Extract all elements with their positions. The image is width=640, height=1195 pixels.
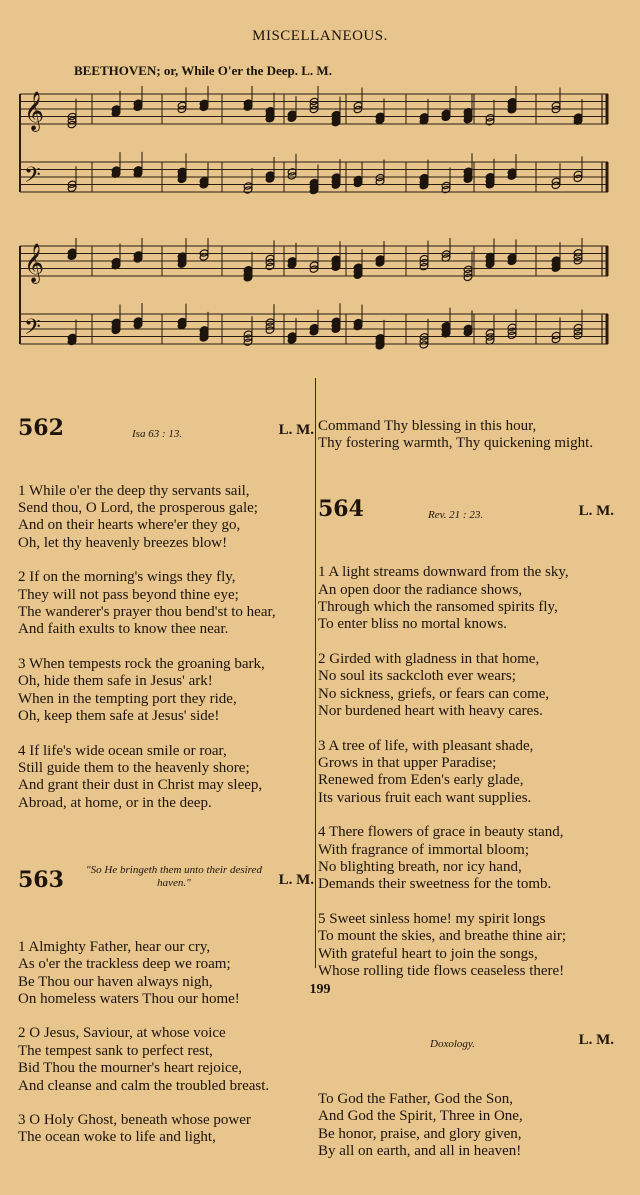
meter: L. M.: [278, 421, 314, 438]
scripture-reference: "So He bringeth them unto their desired haven.": [86, 863, 262, 889]
verse-line: 5 Sweet sinless home! my spirit longs: [318, 910, 546, 927]
verse-line: To God the Father, God the Son,: [318, 1091, 513, 1107]
doxology-stanza: [318, 1091, 614, 1161]
verse-line: An open door the radiance shows,: [318, 581, 523, 598]
verse-line: Through which the ransomed spirits fly,: [318, 599, 558, 616]
stanza: [318, 911, 614, 981]
verse-line: And cleanse and calm the troubled breast.: [18, 1077, 270, 1094]
verse-line: And on their hearts where'er they go,: [18, 517, 241, 534]
meter: L. M.: [578, 1032, 614, 1049]
verse-line: By all on earth, and all in heaven!: [318, 1143, 522, 1160]
verse-line: 4 There flowers of grace in beauty stand,: [318, 824, 564, 841]
verse-line: 3 A tree of life, with pleasant shade,: [318, 737, 534, 754]
tune-title: BEETHOVEN; or, While O'er the Deep. L. M.: [74, 63, 332, 78]
svg-text:𝄞: 𝄞: [24, 91, 45, 131]
stanza: [318, 738, 614, 808]
verse-line: And faith exults to know thee near.: [18, 621, 229, 638]
scripture-reference: Isa 63 : 13.: [132, 427, 183, 440]
stanza: [318, 1091, 614, 1161]
verse-line: Command Thy blessing in this hour,: [318, 417, 537, 434]
verse-line: Demands their sweetness for the tomb.: [318, 876, 552, 893]
verse-line: 2 O Jesus, Saviour, at whose voice: [18, 1025, 226, 1042]
svg-text:𝄢: 𝄢: [24, 315, 41, 345]
staff-graphic: [16, 86, 616, 216]
verse-line: No sickness, griefs, or fears can come,: [318, 685, 550, 702]
doxology-label: Doxology.: [430, 1038, 475, 1051]
right-column: [318, 383, 614, 1195]
verse-line: Abroad, at home, or in the deep.: [18, 794, 212, 811]
verse-line: To mount the skies, and breathe thine air;: [318, 928, 567, 945]
stanza: [318, 564, 614, 634]
verse-line: No blighting breath, nor icy hand,: [318, 858, 522, 875]
music-score-system-2: [16, 238, 616, 368]
verse-line: Bid Thou the mourner's heart rejoice,: [18, 1060, 243, 1077]
verse-line: With fragrance of immortal bloom;: [318, 841, 529, 858]
verse-line: Be honor, praise, and glory given,: [318, 1125, 522, 1142]
verse-line: 1 While o'er the deep thy servants sail,: [18, 482, 250, 499]
verse-line: 1 Almighty Father, hear our cry,: [18, 938, 211, 955]
section-header: MISCELLANEOUS.: [252, 28, 388, 44]
verse-line: The wanderer's prayer thou bend'st to hear,: [18, 604, 276, 621]
verse-line: Renewed from Eden's early glade,: [318, 772, 524, 789]
stanza: [18, 743, 314, 813]
verse-line: Grows in that upper Paradise;: [318, 754, 497, 771]
verse-line: Its various fruit each want supplies.: [318, 789, 532, 806]
hymn-number: 564: [318, 496, 364, 523]
svg-text:𝄢: 𝄢: [24, 163, 41, 193]
hymn-563-stanzas: [18, 939, 314, 1147]
doxology-heading: [318, 1032, 614, 1056]
verse-line: When in the tempting port they ride,: [18, 690, 237, 707]
verse-line: 1 A light streams downward from the sky,: [318, 564, 569, 581]
meter: L. M.: [578, 503, 614, 520]
stanza: [18, 569, 314, 639]
stanza: [318, 824, 614, 894]
verse-line: Whose rolling tide flows ceaseless there!: [318, 962, 565, 979]
verse-line: And God the Spirit, Three in One,: [318, 1108, 523, 1125]
svg-text:𝄞: 𝄞: [24, 243, 45, 283]
verse-line: Oh, keep them safe at Jesus' side!: [18, 708, 220, 725]
verse-line: To enter bliss no mortal knows.: [318, 616, 507, 633]
continued-stanza: [318, 418, 614, 453]
verse-line: Still guide them to the heavenly shore;: [18, 759, 250, 776]
meter: L. M.: [278, 871, 314, 888]
hymn-number: 563: [18, 866, 64, 893]
stanza: [18, 656, 314, 726]
hymn-564-stanzas: [318, 564, 614, 980]
hymn-number: 562: [18, 414, 64, 441]
hymn-562-heading: [18, 414, 314, 448]
music-score-system-1: [16, 86, 616, 216]
verse-line: No soul its sackcloth ever wears;: [318, 668, 516, 685]
verse-line: Thy fostering warmth, Thy quickening might.: [318, 435, 594, 452]
verse-line: 3 When tempests rock the groaning bark,: [18, 655, 265, 672]
page-number: 199: [309, 982, 331, 997]
verse-line: 2 Girded with gladness in that home,: [318, 650, 540, 667]
verse-line: 4 If life's wide ocean smile or roar,: [18, 742, 227, 759]
hymn-562-stanzas: [18, 483, 314, 813]
verse-line: Nor burdened heart with heavy cares.: [318, 703, 543, 720]
staff-graphic: [16, 238, 616, 368]
stanza: [318, 651, 614, 721]
stanza: [18, 483, 314, 553]
verse-line: The ocean woke to life and light,: [18, 1129, 216, 1146]
left-column: [18, 383, 314, 1181]
hymn-563-heading: [18, 864, 314, 904]
stanza: [18, 1025, 314, 1095]
hymn-564-heading: [318, 496, 614, 529]
verse-line: On homeless waters Thou our home!: [18, 990, 240, 1007]
verse-line: As o'er the trackless deep we roam;: [18, 956, 231, 973]
verse-line: Be Thou our haven always nigh,: [18, 973, 213, 990]
verse-line: With grateful heart to join the songs,: [318, 945, 538, 962]
verse-line: The tempest sank to perfect rest,: [18, 1042, 213, 1059]
stanza: [18, 1112, 314, 1147]
verse-line: Send thou, O Lord, the prosperous gale;: [18, 500, 258, 517]
verse-line: They will not pass beyond thine eye;: [18, 586, 239, 603]
verse-line: Oh, hide them safe in Jesus' ark!: [18, 673, 213, 690]
scripture-reference: Rev. 21 : 23.: [428, 509, 484, 522]
verse-line: 3 O Holy Ghost, beneath whose power: [18, 1112, 251, 1128]
verse-line: Oh, let thy heavenly breezes blow!: [18, 534, 228, 551]
verse-line: And grant their dust in Christ may sleep,: [18, 777, 263, 794]
column-divider: [315, 378, 316, 968]
verse-line: 2 If on the morning's wings they fly,: [18, 569, 236, 586]
